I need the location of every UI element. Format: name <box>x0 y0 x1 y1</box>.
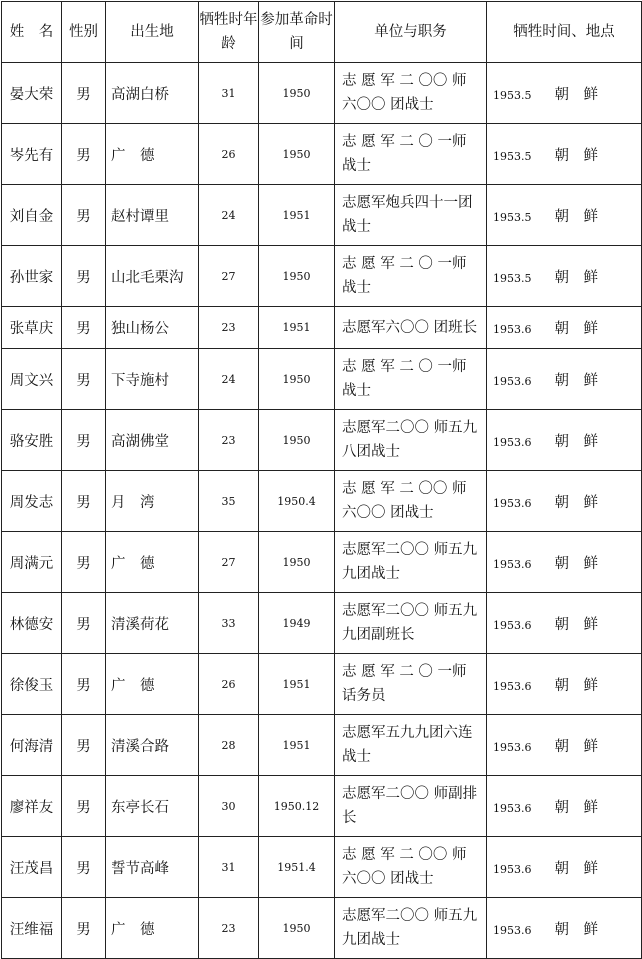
table-row <box>2 124 642 185</box>
cell-unit: 志 愿 军 二 〇〇 师 六〇〇 团战士 <box>335 471 487 532</box>
header-row <box>2 2 642 63</box>
table-row <box>2 246 642 307</box>
cell-unit: 志愿军炮兵四十一团战士 <box>335 185 487 246</box>
cell-when-where <box>487 593 642 654</box>
cell-unit: 志 愿 军 二 〇〇 师 六〇〇 团战士 <box>335 837 487 898</box>
cell-unit: 志愿军二〇〇 师五九九团副班长 <box>335 593 487 654</box>
cell-sex: 男 <box>62 349 106 410</box>
cell-join-time: 1950 <box>259 63 335 124</box>
cell-unit: 志 愿 军 二 〇 一师 战士 <box>335 349 487 410</box>
cell-join-time: 1950.12 <box>259 776 335 837</box>
cell-join-time: 1950.4 <box>259 471 335 532</box>
death-place: 朝 鲜 <box>554 494 599 511</box>
cell-name: 刘自金 <box>2 185 62 246</box>
cell-join-time: 1951.4 <box>259 837 335 898</box>
death-place: 朝 鲜 <box>554 147 599 164</box>
header-join-time: 参加革命时间 <box>259 2 335 63</box>
cell-when-where <box>487 654 642 715</box>
cell-join-time: 1950 <box>259 410 335 471</box>
header-sex: 性别 <box>62 2 106 63</box>
cell-when-where <box>487 532 642 593</box>
cell-age: 31 <box>199 63 259 124</box>
cell-age: 26 <box>199 654 259 715</box>
cell-name: 晏大荣 <box>2 63 62 124</box>
cell-age: 31 <box>199 837 259 898</box>
cell-join-time: 1951 <box>259 307 335 349</box>
cell-join-time: 1950 <box>259 898 335 959</box>
cell-name: 廖祥友 <box>2 776 62 837</box>
cell-join-time: 1951 <box>259 715 335 776</box>
cell-birthplace: 高湖白桥 <box>106 63 199 124</box>
death-place: 朝 鲜 <box>554 208 599 225</box>
death-place: 朝 鲜 <box>554 738 599 755</box>
cell-name: 骆安胜 <box>2 410 62 471</box>
cell-sex: 男 <box>62 246 106 307</box>
cell-name: 徐俊玉 <box>2 654 62 715</box>
table-row <box>2 898 642 959</box>
cell-unit: 志愿军二〇〇 师副排长 <box>335 776 487 837</box>
cell-name: 岑先有 <box>2 124 62 185</box>
cell-age: 35 <box>199 471 259 532</box>
cell-name: 何海清 <box>2 715 62 776</box>
death-place: 朝 鲜 <box>554 860 599 877</box>
death-place: 朝 鲜 <box>554 372 599 389</box>
cell-birthplace: 誓节高峰 <box>106 837 199 898</box>
header-birthplace: 出生地 <box>106 2 199 63</box>
cell-age: 26 <box>199 124 259 185</box>
cell-unit: 志愿军二〇〇 师五九八团战士 <box>335 410 487 471</box>
table-row <box>2 532 642 593</box>
cell-sex: 男 <box>62 410 106 471</box>
cell-age: 30 <box>199 776 259 837</box>
cell-join-time: 1950 <box>259 349 335 410</box>
cell-sex: 男 <box>62 307 106 349</box>
cell-sex: 男 <box>62 593 106 654</box>
cell-when-where <box>487 307 642 349</box>
cell-unit: 志愿军二〇〇 师五九九团战士 <box>335 898 487 959</box>
cell-name: 孙世家 <box>2 246 62 307</box>
cell-age: 28 <box>199 715 259 776</box>
cell-age: 23 <box>199 307 259 349</box>
cell-birthplace: 独山杨公 <box>106 307 199 349</box>
header-name: 姓 名 <box>2 2 62 63</box>
cell-when-where <box>487 246 642 307</box>
cell-join-time: 1950 <box>259 124 335 185</box>
cell-when-where <box>487 185 642 246</box>
cell-unit: 志 愿 军 二 〇 一师 战士 <box>335 124 487 185</box>
death-date: 1953.6 <box>493 923 532 937</box>
cell-sex: 男 <box>62 715 106 776</box>
cell-birthplace: 赵村谭里 <box>106 185 199 246</box>
death-place: 朝 鲜 <box>554 86 599 103</box>
martyrs-table <box>1 1 642 959</box>
cell-age: 24 <box>199 349 259 410</box>
table-row <box>2 349 642 410</box>
death-place: 朝 鲜 <box>554 269 599 286</box>
table-body <box>2 63 642 959</box>
death-date: 1953.5 <box>493 88 532 102</box>
cell-when-where <box>487 715 642 776</box>
cell-sex: 男 <box>62 63 106 124</box>
cell-unit: 志愿军六〇〇 团班长 <box>335 307 487 349</box>
table-row <box>2 593 642 654</box>
cell-unit: 志愿军二〇〇 师五九九团战士 <box>335 532 487 593</box>
cell-name: 张草庆 <box>2 307 62 349</box>
table-row <box>2 776 642 837</box>
cell-when-where <box>487 63 642 124</box>
cell-when-where <box>487 837 642 898</box>
table-row <box>2 471 642 532</box>
death-date: 1953.5 <box>493 210 532 224</box>
cell-birthplace: 高湖佛堂 <box>106 410 199 471</box>
cell-birthplace: 清溪荷花 <box>106 593 199 654</box>
cell-name: 周发志 <box>2 471 62 532</box>
death-date: 1953.5 <box>493 149 532 163</box>
cell-birthplace: 下寺施村 <box>106 349 199 410</box>
cell-age: 23 <box>199 410 259 471</box>
cell-sex: 男 <box>62 898 106 959</box>
cell-when-where <box>487 349 642 410</box>
table-row <box>2 185 642 246</box>
cell-when-where <box>487 776 642 837</box>
cell-name: 林德安 <box>2 593 62 654</box>
cell-unit: 志 愿 军 二 〇 一师 战士 <box>335 246 487 307</box>
death-date: 1953.6 <box>493 740 532 754</box>
death-place: 朝 鲜 <box>554 433 599 450</box>
cell-join-time: 1949 <box>259 593 335 654</box>
cell-age: 33 <box>199 593 259 654</box>
cell-name: 汪维福 <box>2 898 62 959</box>
cell-sex: 男 <box>62 471 106 532</box>
cell-sex: 男 <box>62 124 106 185</box>
cell-age: 24 <box>199 185 259 246</box>
cell-name: 周满元 <box>2 532 62 593</box>
header-when-where: 牺牲时间、地点 <box>487 2 642 63</box>
death-place: 朝 鲜 <box>554 321 599 337</box>
cell-age: 27 <box>199 246 259 307</box>
death-place: 朝 鲜 <box>554 555 599 572</box>
header-age: 牺牲时年龄 <box>199 2 259 63</box>
cell-birthplace: 山北毛栗沟 <box>106 246 199 307</box>
cell-birthplace: 广 德 <box>106 124 199 185</box>
death-date: 1953.6 <box>493 496 532 510</box>
cell-join-time: 1950 <box>259 532 335 593</box>
death-place: 朝 鲜 <box>554 799 599 816</box>
table-row <box>2 63 642 124</box>
cell-age: 27 <box>199 532 259 593</box>
cell-when-where <box>487 898 642 959</box>
cell-sex: 男 <box>62 185 106 246</box>
death-date: 1953.6 <box>493 679 532 693</box>
death-date: 1953.6 <box>493 435 532 449</box>
cell-join-time: 1951 <box>259 185 335 246</box>
death-place: 朝 鲜 <box>554 921 599 938</box>
cell-join-time: 1950 <box>259 246 335 307</box>
table-row <box>2 715 642 776</box>
death-place: 朝 鲜 <box>554 616 599 633</box>
cell-birthplace: 清溪合路 <box>106 715 199 776</box>
cell-birthplace: 广 德 <box>106 532 199 593</box>
header-unit: 单位与职务 <box>335 2 487 63</box>
death-date: 1953.5 <box>493 271 532 285</box>
cell-age: 23 <box>199 898 259 959</box>
death-date: 1953.6 <box>493 862 532 876</box>
death-place: 朝 鲜 <box>554 677 599 694</box>
cell-birthplace: 广 德 <box>106 654 199 715</box>
cell-birthplace: 月 湾 <box>106 471 199 532</box>
cell-name: 汪茂昌 <box>2 837 62 898</box>
cell-when-where <box>487 410 642 471</box>
table-row <box>2 654 642 715</box>
death-date: 1953.6 <box>493 323 532 336</box>
cell-unit: 志 愿 军 二 〇〇 师 六〇〇 团战士 <box>335 63 487 124</box>
table-row <box>2 307 642 349</box>
cell-birthplace: 东亭长石 <box>106 776 199 837</box>
cell-unit: 志愿军五九九团六连战士 <box>335 715 487 776</box>
cell-sex: 男 <box>62 837 106 898</box>
cell-birthplace: 广 德 <box>106 898 199 959</box>
death-date: 1953.6 <box>493 618 532 632</box>
cell-when-where <box>487 124 642 185</box>
table-row <box>2 837 642 898</box>
cell-name: 周文兴 <box>2 349 62 410</box>
death-date: 1953.6 <box>493 801 532 815</box>
cell-sex: 男 <box>62 532 106 593</box>
cell-join-time: 1951 <box>259 654 335 715</box>
cell-sex: 男 <box>62 654 106 715</box>
cell-unit: 志 愿 军 二 〇 一师 话务员 <box>335 654 487 715</box>
cell-when-where <box>487 471 642 532</box>
cell-sex: 男 <box>62 776 106 837</box>
table-row <box>2 410 642 471</box>
death-date: 1953.6 <box>493 374 532 388</box>
death-date: 1953.6 <box>493 557 532 571</box>
